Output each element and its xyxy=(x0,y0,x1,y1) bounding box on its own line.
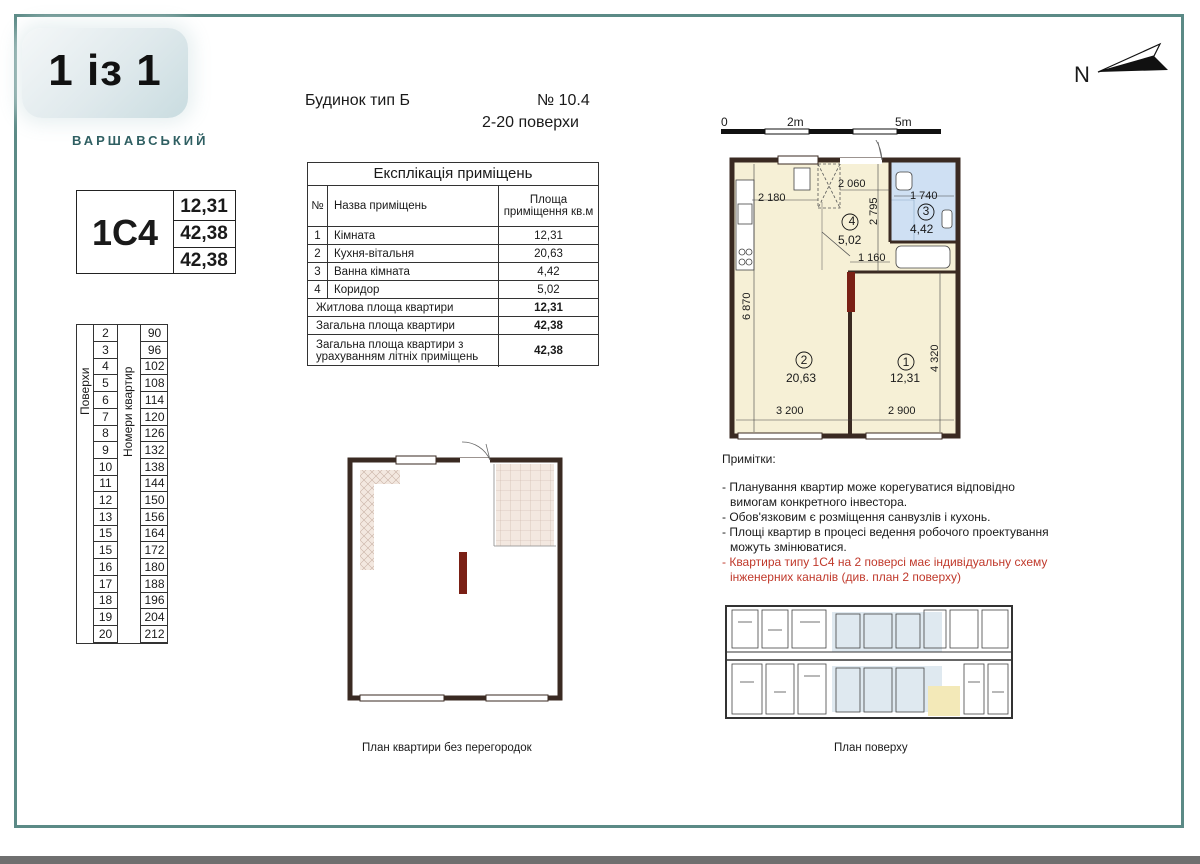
note-red-line-1: - Квартира типу 1С4 на 2 поверсі має індивідуальну схему xyxy=(722,555,1048,569)
apartments-label-column xyxy=(117,325,141,643)
floor-number: 4 xyxy=(94,358,118,375)
dim-1160: 1 160 xyxy=(858,252,886,264)
total-label: Житлова площа квартири xyxy=(308,299,499,317)
total-area-summer-value: 42,38 xyxy=(180,250,228,271)
scale-bar xyxy=(720,128,960,136)
room-row-no: 1 xyxy=(308,227,328,245)
floor-number: 17 xyxy=(94,576,118,593)
page-counter-text: 1 із 1 xyxy=(48,46,162,95)
explication-table xyxy=(307,162,599,366)
room-row-no: 2 xyxy=(308,245,328,263)
total-value: 42,38 xyxy=(534,345,563,357)
dim-6870: 6 870 xyxy=(741,292,753,320)
apartment-number: 102 xyxy=(141,358,168,375)
floor-number: 19 xyxy=(94,609,118,626)
apartment-number: 120 xyxy=(141,409,168,426)
room-row-area: 4,42 xyxy=(499,263,598,281)
floor-number: 9 xyxy=(94,442,118,459)
floor-number: 15 xyxy=(94,542,118,559)
page-counter-badge xyxy=(22,28,188,118)
total-label: Загальна площа квартири з урахуванням літніх приміщень xyxy=(308,335,499,367)
note-line-1: - Планування квартир може корегуватися відповідно xyxy=(722,480,1015,494)
apartments-label: Номери квартир xyxy=(121,366,135,457)
open-plan-drawing xyxy=(340,440,570,706)
room-4-area: 5,02 xyxy=(838,233,862,247)
floor-number: 16 xyxy=(94,559,118,576)
note-line-2: вимогам конкретного інвестора. xyxy=(730,495,908,509)
floor-number: 7 xyxy=(94,409,118,426)
apartment-number: 156 xyxy=(141,509,168,526)
floors-table xyxy=(76,324,168,644)
room-2-area: 20,63 xyxy=(786,371,817,385)
floor-number: 18 xyxy=(94,592,118,609)
apartment-number: 164 xyxy=(141,525,168,542)
floor-number: 12 xyxy=(94,492,118,509)
apartment-number: 180 xyxy=(141,559,168,576)
building-type: Будинок тип Б xyxy=(305,92,410,109)
header-no: № xyxy=(308,185,328,227)
room-1-number: 1 xyxy=(902,355,910,369)
note-line-5: можуть змінюватися. xyxy=(730,540,847,554)
room-row-name: Кухня-вітальня xyxy=(328,245,499,263)
room-2-number: 2 xyxy=(800,353,808,367)
apartment-number: 132 xyxy=(141,442,168,459)
room-row-name: Кімната xyxy=(328,227,499,245)
room-3-area: 4,42 xyxy=(910,222,934,236)
note-line-3: - Обов'язковим є розміщення санвузлів і кухонь. xyxy=(722,510,991,524)
notes-block xyxy=(722,452,1102,585)
total-label: Загальна площа квартири xyxy=(308,317,499,335)
room-4-number: 4 xyxy=(848,214,856,228)
building-number: № 10.4 xyxy=(537,92,590,109)
floors-range: 2-20 поверхи xyxy=(482,114,579,131)
room-row-no: 3 xyxy=(308,263,328,281)
scale-zero: 0 xyxy=(721,115,728,129)
floors-label-column xyxy=(77,325,94,643)
floor-number: 13 xyxy=(94,509,118,526)
total-area-value: 42,38 xyxy=(173,220,235,248)
apartment-number: 172 xyxy=(141,542,168,559)
room-1-area: 12,31 xyxy=(890,371,921,385)
apartment-number: 126 xyxy=(141,425,168,442)
header-area: Площа приміщення кв.м xyxy=(499,185,598,227)
dim-3200: 3 200 xyxy=(776,405,804,417)
dim-1740: 1 740 xyxy=(910,190,938,202)
apartment-number: 204 xyxy=(141,609,168,626)
floor-overview-plan xyxy=(724,602,1016,720)
note-red-line-2: інженерних каналів (див. план 2 поверху) xyxy=(730,570,962,584)
dim-2060: 2 060 xyxy=(838,178,866,190)
apartment-number: 90 xyxy=(141,325,168,342)
floor-number: 11 xyxy=(94,475,118,492)
floor-number: 10 xyxy=(94,459,118,476)
floor-plan-caption: План поверху xyxy=(834,742,908,754)
note-line-4: - Площі квартир в процесі ведення робочого проектування xyxy=(722,525,1049,539)
apartment-number: 114 xyxy=(141,392,168,409)
apartment-number: 196 xyxy=(141,592,168,609)
floors-label: Поверхи xyxy=(78,367,92,415)
room-row-no: 4 xyxy=(308,281,328,299)
floor-number: 3 xyxy=(94,342,118,359)
brand-name: ВАРШАВСЬКИЙ xyxy=(72,133,209,148)
floor-number: 15 xyxy=(94,525,118,542)
room-row-area: 5,02 xyxy=(499,281,598,299)
dim-2795: 2 795 xyxy=(868,197,880,225)
floor-number: 8 xyxy=(94,425,118,442)
room-row-name: Коридор xyxy=(328,281,499,299)
apartment-number: 212 xyxy=(141,626,168,643)
dim-4320: 4 320 xyxy=(929,344,941,372)
north-arrow-icon xyxy=(1096,42,1170,74)
floor-number: 2 xyxy=(94,325,118,342)
apartment-number: 144 xyxy=(141,475,168,492)
notes-gap xyxy=(722,467,1102,480)
floor-number: 20 xyxy=(94,626,118,643)
notes-title: Примітки: xyxy=(722,452,776,466)
floor-number: 5 xyxy=(94,375,118,392)
apartment-type-box xyxy=(76,190,236,274)
open-plan-caption: План квартири без перегородок xyxy=(362,742,532,754)
room-3-number: 3 xyxy=(922,204,930,218)
header-name: Назва приміщень xyxy=(328,185,499,227)
apartment-number: 138 xyxy=(141,459,168,476)
living-area-value: 12,31 xyxy=(173,193,235,221)
apartment-number: 150 xyxy=(141,492,168,509)
dim-2900: 2 900 xyxy=(888,405,916,417)
apartment-number: 108 xyxy=(141,375,168,392)
room-row-area: 20,63 xyxy=(499,245,598,263)
total-value: 42,38 xyxy=(499,317,598,335)
floor-number: 6 xyxy=(94,392,118,409)
apartment-number: 188 xyxy=(141,576,168,593)
room-row-name: Ванна кімната xyxy=(328,263,499,281)
scale-end: 5m xyxy=(895,115,912,129)
apartment-type-code: 1С4 xyxy=(77,191,174,273)
dim-2180: 2 180 xyxy=(758,192,786,204)
apartment-number: 96 xyxy=(141,342,168,359)
explication-title: Експлікація приміщень xyxy=(308,163,598,186)
room-row-area: 12,31 xyxy=(499,227,598,245)
north-label: N xyxy=(1074,62,1090,87)
scale-mid: 2m xyxy=(787,115,804,129)
total-value: 12,31 xyxy=(499,299,598,317)
bottom-bar xyxy=(0,856,1200,864)
